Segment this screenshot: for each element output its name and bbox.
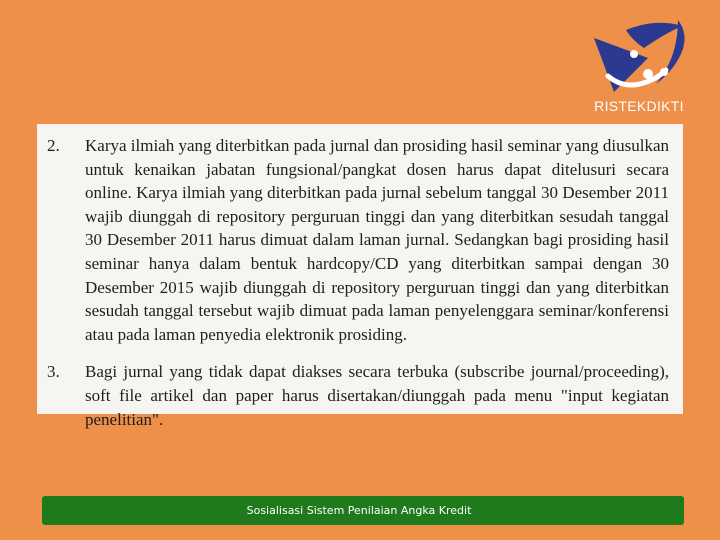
item-text: Karya ilmiah yang diterbitkan pada jurnal dan prosiding hasil seminar yang diusulkan untuk kenaikan jabatan fungsional/pangkat dosen harus dapat ditelusuri secara online. Karya ilmiah yang diterbitkan pada jurnal sebelum tanggal 30 Desember 2011 wajib diunggah di repository perguruan tinggi dan yang diterbitkan sesudah tanggal 30 Desember 2011 harus dimuat dalam laman jurnal. Sedangkan bagi prosiding hasil seminar hanya dalam bentuk hardcopy/CD yang diterbitkan sampai dengan 30 Desember 2015 wajib diunggah di repository perguruan tinggi dan yang diterbitkan sesudah tanggal tersebut wajib dimuat pada laman penyelenggara seminar/konferensi atau pada laman penyedia elektronik prosiding. xyxy=(85,136,669,344)
document-item-3 xyxy=(47,360,669,431)
ristekdikti-logo xyxy=(586,14,692,120)
scanned-document xyxy=(37,124,683,429)
footer-title: Sosialisasi Sistem Penilaian Angka Kredit xyxy=(246,504,472,517)
item-number: 3. xyxy=(47,362,60,382)
document-item-2 xyxy=(47,134,669,346)
footer-bar xyxy=(42,496,684,525)
item-text: Bagi jurnal yang tidak dapat diakses secara terbuka (subscribe journal/proceeding), soft file artikel dan paper harus disertakan/diunggah pada menu "input kegiatan penelitian". xyxy=(85,362,669,429)
ristekdikti-logo-icon xyxy=(586,14,692,98)
item-number: 2. xyxy=(47,136,60,155)
logo-wordmark: RISTEKDIKTI xyxy=(594,98,684,114)
